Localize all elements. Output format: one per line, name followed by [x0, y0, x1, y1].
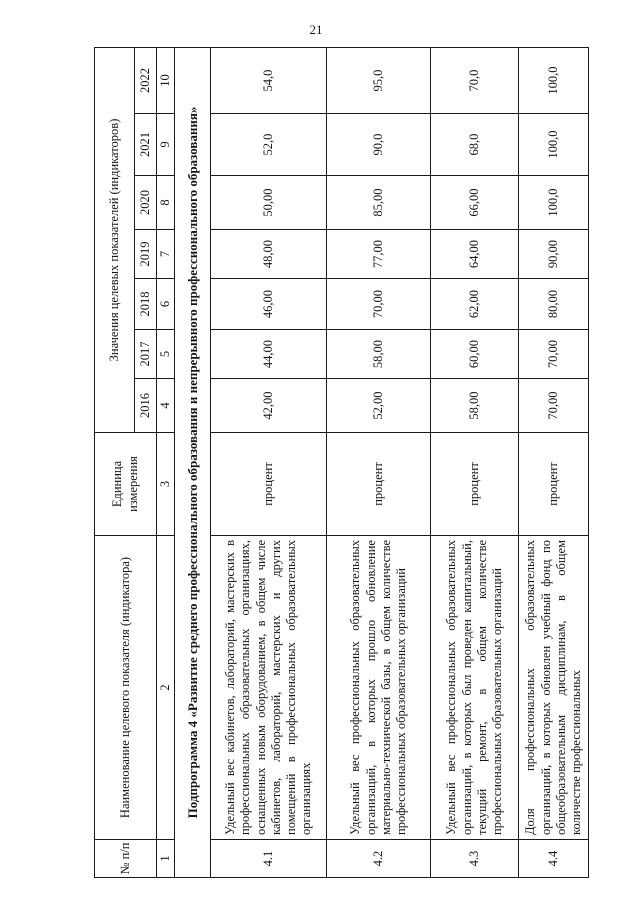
- page-number: 21: [309, 22, 323, 37]
- subprogram-title: Подпрограмма 4 «Развитие среднего профессионального образования и непрерывного профессионального образования»: [175, 47, 211, 877]
- indicators-table: [94, 47, 589, 878]
- header-unit: Единица измерения: [95, 433, 157, 536]
- row-unit: процент: [519, 433, 589, 536]
- row-num: 4.2: [327, 840, 431, 878]
- header-row-top: [95, 47, 135, 877]
- column-number: 4: [157, 379, 175, 433]
- column-number: 6: [157, 279, 175, 330]
- row-value: 44,00: [211, 330, 327, 379]
- header-values-group: Значения целевых показателей (индикаторов): [95, 47, 135, 432]
- row-value: 52,0: [211, 114, 327, 176]
- column-number: 8: [157, 176, 175, 230]
- column-number: 9: [157, 114, 175, 176]
- rotated-table-container: [94, 48, 583, 878]
- row-value: 70,0: [431, 47, 519, 113]
- row-value: 100,0: [519, 47, 589, 113]
- column-number: 2: [157, 536, 175, 840]
- row-value: 100,0: [519, 114, 589, 176]
- row-value: 64,00: [431, 230, 519, 279]
- header-year: 2022: [135, 47, 157, 113]
- row-value: 48,00: [211, 230, 327, 279]
- row-name: Удельный вес профессиональных образовательных организаций, в которых был проведен капитальный, текущий ремонт, в общем количестве профессиональных образовательных организаций: [431, 536, 519, 840]
- row-value: 62,00: [431, 279, 519, 330]
- column-number: 5: [157, 330, 175, 379]
- row-value: 70,00: [519, 330, 589, 379]
- header-num: № п/п: [95, 840, 157, 878]
- row-value: 46,00: [211, 279, 327, 330]
- table-row: [327, 47, 431, 877]
- column-number: 7: [157, 230, 175, 279]
- row-value: 70,00: [519, 379, 589, 433]
- row-unit: процент: [211, 433, 327, 536]
- row-value: 85,00: [327, 176, 431, 230]
- header-year: 2016: [135, 379, 157, 433]
- row-num: 4.3: [431, 840, 519, 878]
- row-value: 66,00: [431, 176, 519, 230]
- row-value: 50,00: [211, 176, 327, 230]
- column-number: 1: [157, 840, 175, 878]
- row-name: Удельный вес кабинетов, лабораторий, мастерских в профессиональных образовательных организациях, оснащенных новым оборудованием, в общем числе кабинетов, лабораторий, мастерских и других помещений в профессиональных образовательных организациях: [211, 536, 327, 840]
- row-value: 100,0: [519, 176, 589, 230]
- row-value: 42,00: [211, 379, 327, 433]
- row-value: 77,00: [327, 230, 431, 279]
- header-year: 2017: [135, 330, 157, 379]
- row-value: 60,00: [431, 330, 519, 379]
- row-num: 4.1: [211, 840, 327, 878]
- row-name: Доля профессиональных образовательных организаций, в которых обновлен учебный фонд по общеобразовательным дисциплинам, в общем количестве профессиональных: [519, 536, 589, 840]
- row-value: 80,00: [519, 279, 589, 330]
- row-value: 70,00: [327, 279, 431, 330]
- row-value: 58,00: [431, 379, 519, 433]
- subprogram-row: [175, 47, 211, 877]
- header-year: 2020: [135, 176, 157, 230]
- row-value: 58,00: [327, 330, 431, 379]
- table-row: [211, 47, 327, 877]
- column-numbers-row: [157, 47, 175, 877]
- row-unit: процент: [327, 433, 431, 536]
- table-row: [431, 47, 519, 877]
- row-unit: процент: [431, 433, 519, 536]
- row-value: 68,0: [431, 114, 519, 176]
- header-name: Наименование целевого показателя (индикатора): [95, 536, 157, 840]
- column-number: 10: [157, 47, 175, 113]
- row-value: 95,0: [327, 47, 431, 113]
- column-number: 3: [157, 433, 175, 536]
- row-value: 52,00: [327, 379, 431, 433]
- row-num: 4.4: [519, 840, 589, 878]
- header-year: 2019: [135, 230, 157, 279]
- row-value: 90,0: [327, 114, 431, 176]
- row-value: 90,00: [519, 230, 589, 279]
- table-row: [519, 47, 589, 877]
- row-value: 54,0: [211, 47, 327, 113]
- header-year: 2021: [135, 114, 157, 176]
- header-year: 2018: [135, 279, 157, 330]
- row-name: Удельный вес профессиональных образовательных организаций, в которых прошло обновление материально-технической базы, в общем количестве профессиональных образовательных организаций: [327, 536, 431, 840]
